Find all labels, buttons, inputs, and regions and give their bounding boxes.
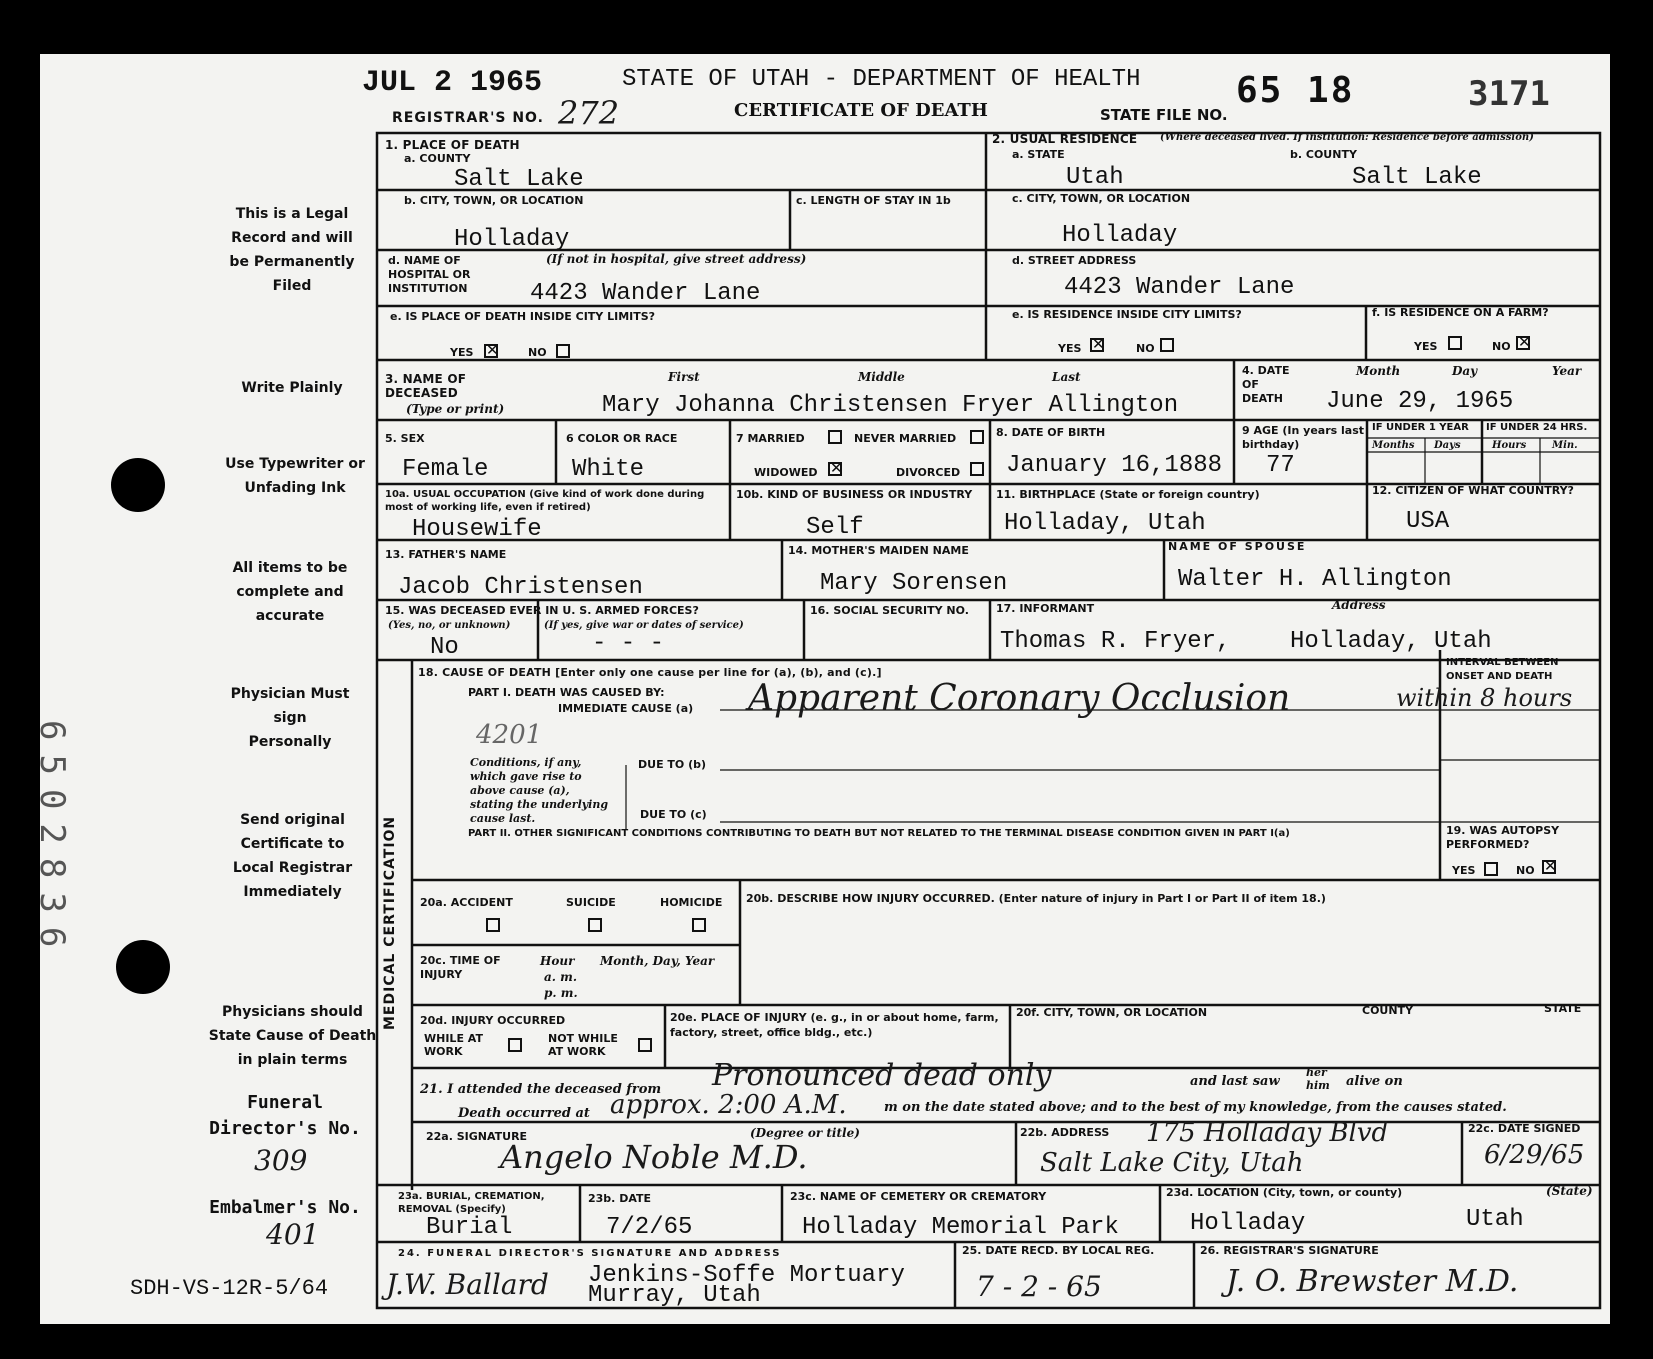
label-place-of-death: 1. PLACE OF DEATH [385, 138, 520, 152]
label-no-2: NO [1136, 342, 1155, 355]
label-res-farm: f. IS RESIDENCE ON A FARM? [1372, 306, 1549, 319]
label-dob: 8. DATE OF BIRTH [996, 426, 1106, 439]
value-date-recd: 7 - 2 - 65 [976, 1270, 1102, 1303]
value-res-county: Salt Lake [1352, 164, 1482, 191]
sidebar-legal: This is a Legal Record and will be Permanently Filed [229, 206, 355, 294]
label-father: 13. FATHER'S NAME [385, 548, 507, 561]
label-state-20: STATE [1544, 1002, 1582, 1015]
value-business: Self [806, 514, 864, 541]
label-date-signed: 22c. DATE SIGNED [1468, 1122, 1581, 1135]
label-cause: 18. CAUSE OF DEATH [Enter only one cause per line for (a), (b), and (c).] [418, 666, 882, 679]
value-armed-service: - - - [592, 630, 665, 657]
embalmer-label: Embalmer's No. [209, 1197, 361, 1218]
label-part2: PART II. OTHER SIGNIFICANT CONDITIONS CONTRIBUTING TO DEATH BUT NOT RELATED TO THE TERMINAL DISEASE CONDITION GIVEN IN PART I(a) [468, 828, 1290, 839]
label-yes-1: YES [450, 346, 474, 359]
certificate-title: CERTIFICATE OF DEATH [734, 100, 988, 121]
label-mdy: Month, Day, Year [600, 954, 715, 968]
label-sex: 5. SEX [385, 432, 425, 445]
label-date23: 23b. DATE [588, 1192, 651, 1205]
sidebar-typewriter: Use Typewriter or Unfading Ink [225, 456, 365, 496]
label-year: Year [1552, 364, 1582, 378]
label-residence: 2. USUAL RESIDENCE [992, 132, 1138, 146]
label-month: Month [1356, 364, 1401, 378]
checkbox-divorced[interactable] [970, 462, 984, 476]
label-date-death: 4. DATE OF DEATH [1242, 364, 1290, 405]
registrar-no-label: REGISTRAR'S NO. [392, 110, 544, 126]
value-burial: Burial [426, 1214, 513, 1241]
label-name-deceased: 3. NAME OF DECEASED [385, 372, 467, 400]
value-res-city: Holladay [1062, 222, 1178, 249]
label-hour: Hour [540, 954, 575, 968]
value-race: White [572, 456, 645, 483]
label-hospital: d. NAME OF HOSPITAL OR INSTITUTION [388, 254, 471, 295]
value-cemetery: Holladay Memorial Park [802, 1214, 1119, 1241]
file-number: 3171 [1468, 74, 1550, 114]
value-informant: Thomas R. Fryer, [1000, 628, 1231, 655]
state-file-no: 65 18 [1236, 70, 1355, 111]
value-state23: Utah [1466, 1206, 1524, 1233]
label-city-f: 20f. CITY, TOWN, OR LOCATION [1016, 1006, 1208, 1019]
label-res-street: d. STREET ADDRESS [1012, 254, 1137, 267]
label-accident: 20a. ACCIDENT [420, 896, 513, 909]
label-injury-occ: 20d. INJURY OCCURRED [420, 1014, 566, 1027]
label-widowed: WIDOWED [754, 466, 818, 479]
checkbox-married[interactable] [828, 430, 842, 444]
value-occurred-time: approx. 2:00 A.M. [610, 1090, 847, 1120]
value-signature: Angelo Noble M.D. [500, 1138, 808, 1176]
state-file-label: STATE FILE NO. [1100, 106, 1228, 124]
agency-title: STATE OF UTAH - DEPARTMENT OF HEALTH [622, 66, 1141, 93]
label-last-saw: and last saw [1190, 1074, 1280, 1089]
label-armed-note2: (If yes, give war or dates of service) [544, 620, 744, 631]
checkbox-never-married[interactable] [970, 430, 984, 444]
label-min: Min. [1552, 440, 1578, 451]
value-age: 77 [1266, 452, 1295, 479]
label-part1: PART I. DEATH WAS CAUSED BY: [468, 686, 665, 699]
label-occupation: 10a. USUAL OCCUPATION (Give kind of work done during most of working life, even if retired) [385, 489, 705, 513]
checkbox-res-inside-no[interactable] [1160, 338, 1174, 352]
value-address22-line1: 175 Holladay Blvd [1146, 1118, 1389, 1148]
checkbox-autopsy-no[interactable] [1542, 860, 1556, 874]
label-location23: 23d. LOCATION (City, town, or county) [1166, 1186, 1403, 1199]
registrar-no: 272 [558, 94, 620, 132]
label-color: 6 COLOR OR RACE [566, 432, 678, 445]
label-time-injury: 20c. TIME OF INJURY [420, 954, 501, 981]
label-middle: Middle [858, 370, 905, 384]
label-no-1: NO [528, 346, 547, 359]
label-county-20: COUNTY [1362, 1004, 1414, 1017]
label-age: 9 AGE (In years last birthday) [1242, 424, 1365, 451]
label-divorced: DIVORCED [896, 466, 961, 479]
label-immediate: IMMEDIATE CAUSE (a) [558, 702, 694, 715]
label-first: First [668, 370, 700, 384]
label-hours: Hours [1492, 440, 1527, 451]
sidebar-plain: Physicians should State Cause of Death in plain terms [208, 1004, 377, 1068]
value-informant-address: Holladay, Utah [1290, 628, 1492, 655]
label-months: Months [1372, 440, 1415, 451]
label-type-print: (Type or print) [406, 402, 505, 416]
label-citizen: 12. CITIZEN OF WHAT COUNTRY? [1372, 484, 1574, 497]
value-occupation: Housewife [412, 516, 542, 543]
label-business: 10b. KIND OF BUSINESS OR INDUSTRY [736, 488, 973, 501]
value-birthplace: Holladay, Utah [1004, 510, 1206, 537]
label-armed: 15. WAS DECEASED EVER IN U. S. ARMED FORCES? [385, 604, 699, 617]
label-day: Day [1452, 364, 1478, 378]
checkbox-suicide[interactable] [588, 918, 602, 932]
vertical-serial-number: 6502836 [32, 720, 72, 962]
checkbox-farm-yes[interactable] [1448, 336, 1462, 350]
label-am: a. m. [544, 970, 578, 984]
sidebar-complete: All items to be complete and accurate [232, 560, 348, 624]
label-attended: 21. I attended the deceased from [420, 1082, 662, 1097]
value-interval: within 8 hours [1396, 684, 1573, 712]
value-sex: Female [402, 456, 489, 483]
funeral-director-no: 309 [254, 1144, 308, 1177]
label-degree: (Degree or title) [750, 1126, 860, 1140]
label-state23: (State) [1546, 1184, 1593, 1198]
value-attended-from: Pronounced dead only [712, 1058, 1052, 1093]
value-hospital: 4423 Wander Lane [530, 280, 761, 307]
value-date-death: June 29, 1965 [1326, 388, 1514, 415]
checkbox-homicide[interactable] [692, 918, 706, 932]
value-date23: 7/2/65 [606, 1214, 693, 1241]
value-dob: January 16,1888 [1006, 452, 1223, 479]
label-spouse: NAME OF SPOUSE [1168, 540, 1307, 553]
value-location23: Holladay [1190, 1210, 1306, 1237]
label-on-date: m on the date stated above; and to the best of my knowledge, from the causes stated. [884, 1100, 1507, 1115]
value-name: Mary Johanna Christensen Fryer Allington [602, 392, 1179, 419]
label-hospital-note: (If not in hospital, give street address) [546, 252, 807, 266]
label-birthplace: 11. BIRTHPLACE (State or foreign country) [996, 488, 1260, 501]
label-autopsy: 19. WAS AUTOPSY PERFORMED? [1446, 824, 1560, 851]
checkbox-accident[interactable] [486, 918, 500, 932]
label-never-married: NEVER MARRIED [854, 432, 957, 445]
label-place-injury: 20e. PLACE OF INJURY (e. g., in or about home, farm, factory, street, office bldg., etc.) [670, 1011, 999, 1039]
value-address22-line2: Salt Lake City, Utah [1040, 1148, 1304, 1178]
label-days: Days [1434, 440, 1461, 451]
label-registrar-sig: 26. REGISTRAR'S SIGNATURE [1200, 1244, 1379, 1257]
checkbox-widowed[interactable] [828, 462, 842, 476]
label-signature: 22a. SIGNATURE [426, 1130, 528, 1143]
checkbox-while-work[interactable] [508, 1038, 522, 1052]
label-residence-note: (Where deceased lived. If institution: Residence before admission) [1160, 132, 1534, 143]
label-yes-2: YES [1058, 342, 1082, 355]
value-funeral-sig: J.W. Ballard [386, 1268, 549, 1301]
label-funeral-sig: 24. FUNERAL DIRECTOR'S SIGNATURE AND ADDRESS [398, 1248, 782, 1259]
value-mother: Mary Sorensen [820, 570, 1008, 597]
label-county: a. COUNTY [404, 152, 471, 165]
value-funeral-name: Jenkins-Soffe Mortuary [588, 1262, 905, 1289]
sidebar-send: Send original Certificate to Local Registrar Immediately [232, 812, 353, 900]
label-not-work: NOT WHILE AT WORK [548, 1032, 618, 1058]
checkbox-res-inside-yes[interactable] [1090, 338, 1104, 352]
value-citizen: USA [1406, 508, 1450, 535]
label-injury-how: 20b. DESCRIBE HOW INJURY OCCURRED. (Enter nature of injury in Part I or Part II of item 18.) [746, 892, 1326, 905]
label-mother: 14. MOTHER'S MAIDEN NAME [788, 544, 969, 557]
label-suicide: SUICIDE [566, 896, 616, 909]
label-res-inside: e. IS RESIDENCE INSIDE CITY LIMITS? [1012, 308, 1242, 321]
checkbox-death-inside-yes[interactable] [484, 344, 498, 358]
label-burial: 23a. BURIAL, CREMATION, REMOVAL (Specify) [398, 1191, 545, 1215]
form-id: SDH-VS-12R-5/64 [130, 1276, 329, 1301]
label-interval: INTERVAL BETWEEN ONSET AND DEATH [1446, 657, 1559, 682]
label-due-b: DUE TO (b) [638, 758, 707, 771]
label-ssn: 16. SOCIAL SECURITY NO. [810, 604, 969, 617]
value-res-state: Utah [1066, 164, 1124, 191]
value-date-signed: 6/29/65 [1484, 1140, 1585, 1170]
label-informant: 17. INFORMANT [996, 602, 1095, 615]
label-her-him: her him [1306, 1066, 1330, 1092]
value-city: Holladay [454, 226, 570, 253]
label-homicide: HOMICIDE [660, 896, 723, 909]
label-medical-certification: MEDICAL CERTIFICATION [382, 815, 398, 1030]
label-last: Last [1052, 370, 1081, 384]
label-alive-on: alive on [1346, 1074, 1403, 1089]
checkbox-autopsy-yes[interactable] [1484, 862, 1498, 876]
value-immediate-cause: Apparent Coronary Occlusion [748, 678, 1291, 719]
label-inside-city: e. IS PLACE OF DEATH INSIDE CITY LIMITS? [390, 310, 656, 323]
checkbox-death-inside-no[interactable] [556, 344, 570, 358]
label-length-stay: c. LENGTH OF STAY IN 1b [796, 194, 951, 207]
label-married: 7 MARRIED [736, 432, 805, 445]
value-registrar-sig: J. O. Brewster M.D. [1226, 1264, 1519, 1299]
label-conditions: Conditions, if any, which gave rise to above cause (a), stating the underlying cause last. [470, 756, 609, 825]
value-father: Jacob Christensen [398, 574, 643, 601]
label-date-recd: 25. DATE RECD. BY LOCAL REG. [962, 1244, 1155, 1257]
label-city: b. CITY, TOWN, OR LOCATION [404, 194, 584, 207]
funeral-director-label: Funeral Director's No. [209, 1092, 361, 1139]
label-armed-note1: (Yes, no, or unknown) [388, 620, 511, 631]
sidebar-write: Write Plainly [241, 380, 343, 396]
embalmer-no: 401 [266, 1218, 320, 1251]
label-under1: IF UNDER 1 YEAR [1372, 422, 1469, 433]
value-armed: No [430, 634, 459, 661]
checkbox-not-work[interactable] [638, 1038, 652, 1052]
label-res-city: c. CITY, TOWN, OR LOCATION [1012, 192, 1191, 205]
label-no-3: NO [1492, 340, 1511, 353]
label-autopsy-yes: YES [1452, 864, 1476, 877]
label-cemetery: 23c. NAME OF CEMETERY OR CREMATORY [790, 1190, 1047, 1203]
label-due-c: DUE TO (c) [640, 808, 707, 821]
date-stamp: JUL 2 1965 [362, 66, 543, 100]
label-autopsy-no: NO [1516, 864, 1535, 877]
value-spouse: Walter H. Allington [1178, 566, 1452, 593]
value-funeral-city: Murray, Utah [588, 1282, 761, 1309]
label-res-county: b. COUNTY [1290, 148, 1357, 161]
label-yes-3: YES [1414, 340, 1438, 353]
sidebar-physician: Physician Must sign Personally [230, 686, 350, 750]
label-address: Address [1332, 598, 1386, 612]
value-code: 4201 [476, 720, 543, 750]
label-under24: IF UNDER 24 HRS. [1486, 422, 1588, 433]
label-pm: p. m. [544, 986, 578, 1000]
label-occurred-at: Death occurred at [458, 1106, 590, 1121]
value-res-street: 4423 Wander Lane [1064, 274, 1295, 301]
label-address22: 22b. ADDRESS [1020, 1126, 1110, 1139]
label-res-state: a. STATE [1012, 148, 1065, 161]
label-while-work: WHILE AT WORK [424, 1032, 483, 1058]
checkbox-farm-no[interactable] [1516, 336, 1530, 350]
value-county: Salt Lake [454, 166, 584, 193]
